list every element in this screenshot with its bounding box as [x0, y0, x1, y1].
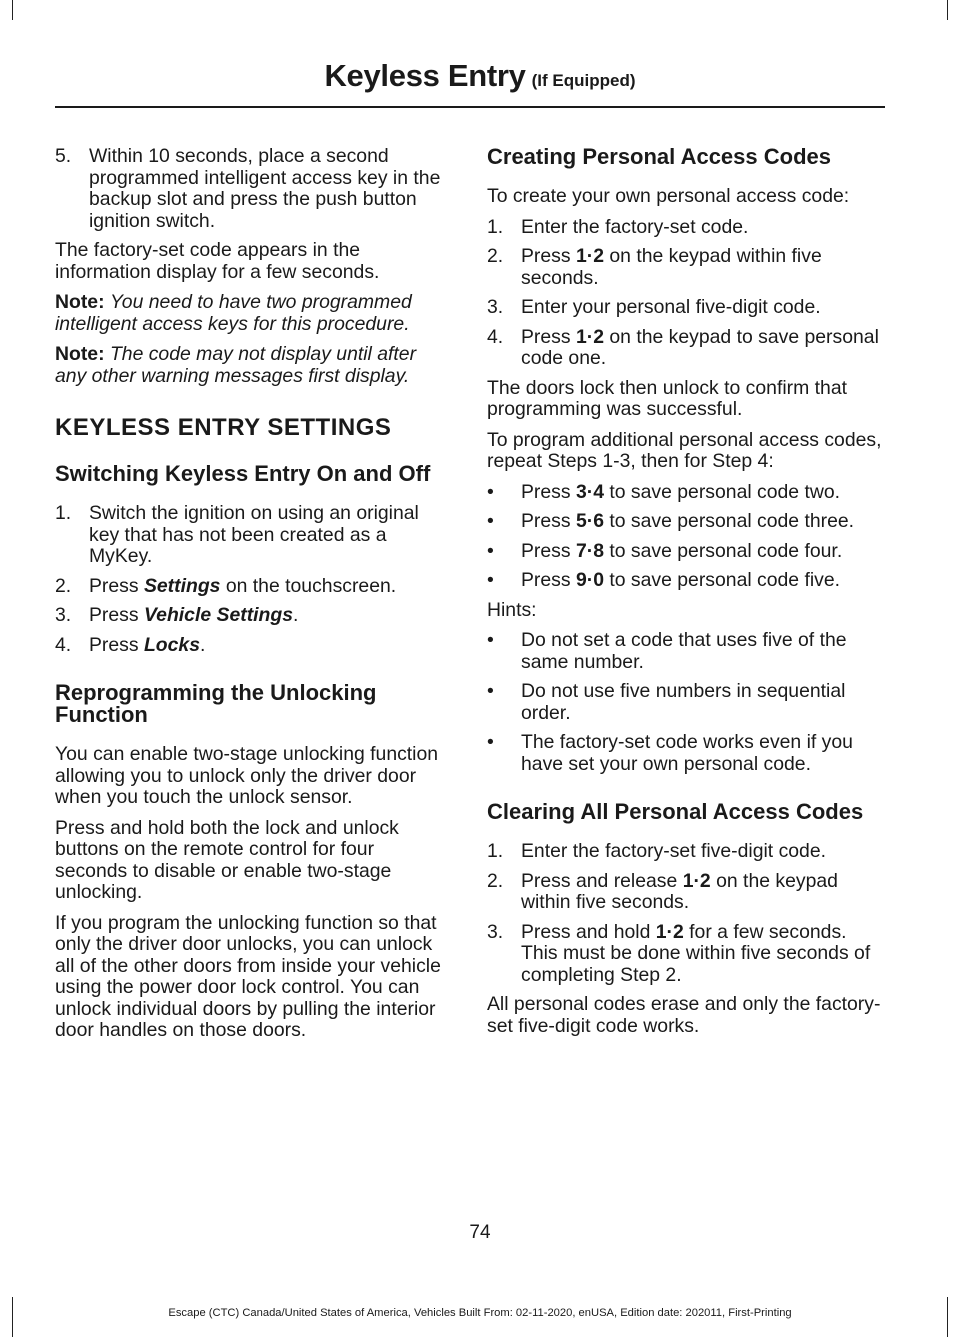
key-code: 7·8 [575, 539, 604, 562]
page-header [0, 58, 960, 94]
key-code: 1·2 [575, 245, 604, 267]
page-number: 74 [469, 1222, 491, 1243]
list-text: to save personal code five. [603, 569, 841, 591]
list-number: 1. [487, 215, 504, 238]
key-code: 3·4 [575, 480, 604, 503]
paragraph: The doors lock then unlock to confirm that programming was successful. [487, 376, 847, 420]
list-text: on the keypad within five seconds. [521, 869, 838, 913]
crop-mark [12, 0, 13, 20]
note-label: Note: [55, 343, 105, 365]
left-column [55, 146, 450, 1051]
paragraph: To create your own personal access code: [487, 185, 850, 207]
bullet-item [487, 630, 885, 673]
bullet-item [487, 511, 885, 533]
list-text: Enter the factory-set five-digit code. [521, 840, 827, 862]
list-number: 1. [55, 502, 72, 524]
list-text: to save personal code three. [603, 510, 855, 532]
paragraph: Press and hold both the lock and unlock buttons on the remote control for four seconds to disable or enable two-stage unlocking. [55, 816, 399, 903]
bullet-glyph: • [487, 629, 494, 651]
list-number: 2. [487, 245, 504, 267]
note [55, 344, 450, 387]
list-item [55, 605, 450, 627]
list-item [487, 246, 885, 289]
page-subtitle: (If Equipped) [531, 71, 636, 90]
list-number: 3. [487, 920, 504, 943]
right-column [487, 146, 885, 1046]
page-title: Keyless Entry [324, 58, 526, 93]
list-text: Do not use five numbers in sequential order. [521, 680, 846, 724]
list-text: Enter your personal five-digit code. [521, 296, 821, 318]
bullet-item [487, 732, 885, 775]
key-code: 1·2 [575, 325, 604, 348]
list-text: Enter the factory-set code. [521, 215, 749, 238]
list-text: Press [521, 325, 576, 348]
list-text: Press [521, 480, 576, 503]
note-label: Note: [55, 291, 105, 313]
list-text: Press [89, 574, 144, 597]
list-item [487, 922, 885, 987]
key-code: 5·6 [575, 510, 604, 532]
paragraph: You can enable two-stage unlocking function allowing you to unlock only the driver door when you touch the unlock sensor. [55, 743, 439, 808]
subsection-heading: Clearing All Personal Access Codes [487, 799, 864, 824]
list-number: 5. [55, 145, 72, 167]
menu-term: Settings [143, 574, 221, 597]
list-number: 3. [55, 604, 72, 626]
list-text: Press [521, 539, 576, 562]
list-text: Press [89, 633, 144, 656]
subsection-heading: Creating Personal Access Codes [487, 144, 831, 169]
page-footer: Escape (CTC) Canada/United States of America, Vehicles Built From: 02-11-2020, enUSA, Edition date: 202011, First-Printing [168, 1307, 792, 1319]
section-heading: KEYLESS ENTRY SETTINGS [55, 414, 392, 441]
list-text: on the keypad within five seconds. [521, 245, 822, 289]
bullet-glyph: • [487, 680, 494, 702]
list-number: 4. [55, 633, 72, 656]
list-text: Do not set a code that uses five of the same number. [521, 629, 847, 673]
paragraph: All personal codes erase and only the factory-set five-digit code works. [487, 993, 881, 1037]
list-item [487, 871, 885, 914]
bullet-item [487, 541, 885, 563]
list-number: 3. [487, 296, 504, 318]
list-item [55, 576, 450, 598]
list-text: Press [89, 604, 144, 626]
list-item [487, 841, 885, 863]
bullet-item [487, 570, 885, 592]
menu-term: Locks [143, 633, 200, 656]
bullet-glyph: • [487, 480, 494, 503]
list-text: on the keypad to save personal code one. [521, 325, 879, 369]
bullet-glyph: • [487, 569, 494, 591]
paragraph: If you program the unlocking function so that only the driver door unlocks, you can unlock all of the other doors from inside your vehicle using the power door lock control. You can unlock individual doors by pulling the interior door handles on those doors. [55, 911, 441, 1041]
bullet-glyph: • [487, 539, 494, 562]
note-text: You need to have two programmed intelligent access keys for this procedure. [55, 291, 412, 335]
key-code: 1·2 [655, 920, 684, 943]
key-code: 1·2 [682, 869, 711, 892]
list-text: Press and hold [521, 920, 656, 943]
list-item [55, 635, 450, 657]
list-number: 2. [55, 574, 72, 597]
list-item [55, 503, 450, 568]
list-item [487, 297, 885, 319]
list-text: The factory-set code works even if you have set your own personal code. [521, 731, 853, 775]
bullet-glyph: • [487, 731, 494, 753]
list-text: Within 10 seconds, place a second programmed intelligent access key in the backup slot and press the push button ignition switch. [89, 145, 441, 232]
bullet-item [487, 681, 885, 724]
paragraph: The factory-set code appears in the information display for a few seconds. [55, 239, 380, 283]
list-text: to save personal code two. [603, 480, 841, 503]
list-number: 1. [487, 840, 504, 862]
list-item [487, 217, 885, 239]
list-text: for a few seconds. This must be done within five seconds of completing Step 2. [521, 920, 871, 986]
list-item [55, 146, 450, 232]
list-text: . [293, 604, 299, 626]
hints-label: Hints: [487, 598, 537, 621]
crop-mark [947, 0, 948, 20]
note [55, 292, 450, 335]
list-text: Switch the ignition on using an original key that has not been created as a MyKey. [89, 502, 419, 567]
list-text: to save personal code four. [603, 539, 843, 562]
subsection-heading: Switching Keyless Entry On and Off [55, 461, 431, 486]
menu-term: Vehicle Settings [143, 604, 294, 626]
list-text: Press [521, 510, 576, 532]
header-rule [55, 106, 885, 108]
list-text: Press [521, 569, 576, 591]
key-code: 9·0 [575, 569, 604, 591]
subsection-heading: Reprogramming the Unlocking Function [55, 680, 377, 727]
paragraph: To program additional personal access codes, repeat Steps 1-3, then for Step 4: [487, 428, 882, 472]
note-text: The code may not display until after any other warning messages first display. [55, 343, 417, 387]
list-text: on the touchscreen. [220, 574, 397, 597]
list-number: 2. [487, 869, 504, 892]
bullet-glyph: • [487, 510, 494, 532]
list-text: Press and release [521, 869, 683, 892]
bullet-item [487, 482, 885, 504]
list-text: Press [521, 245, 576, 267]
list-number: 4. [487, 325, 504, 348]
list-text: . [200, 633, 206, 656]
list-item [487, 327, 885, 370]
